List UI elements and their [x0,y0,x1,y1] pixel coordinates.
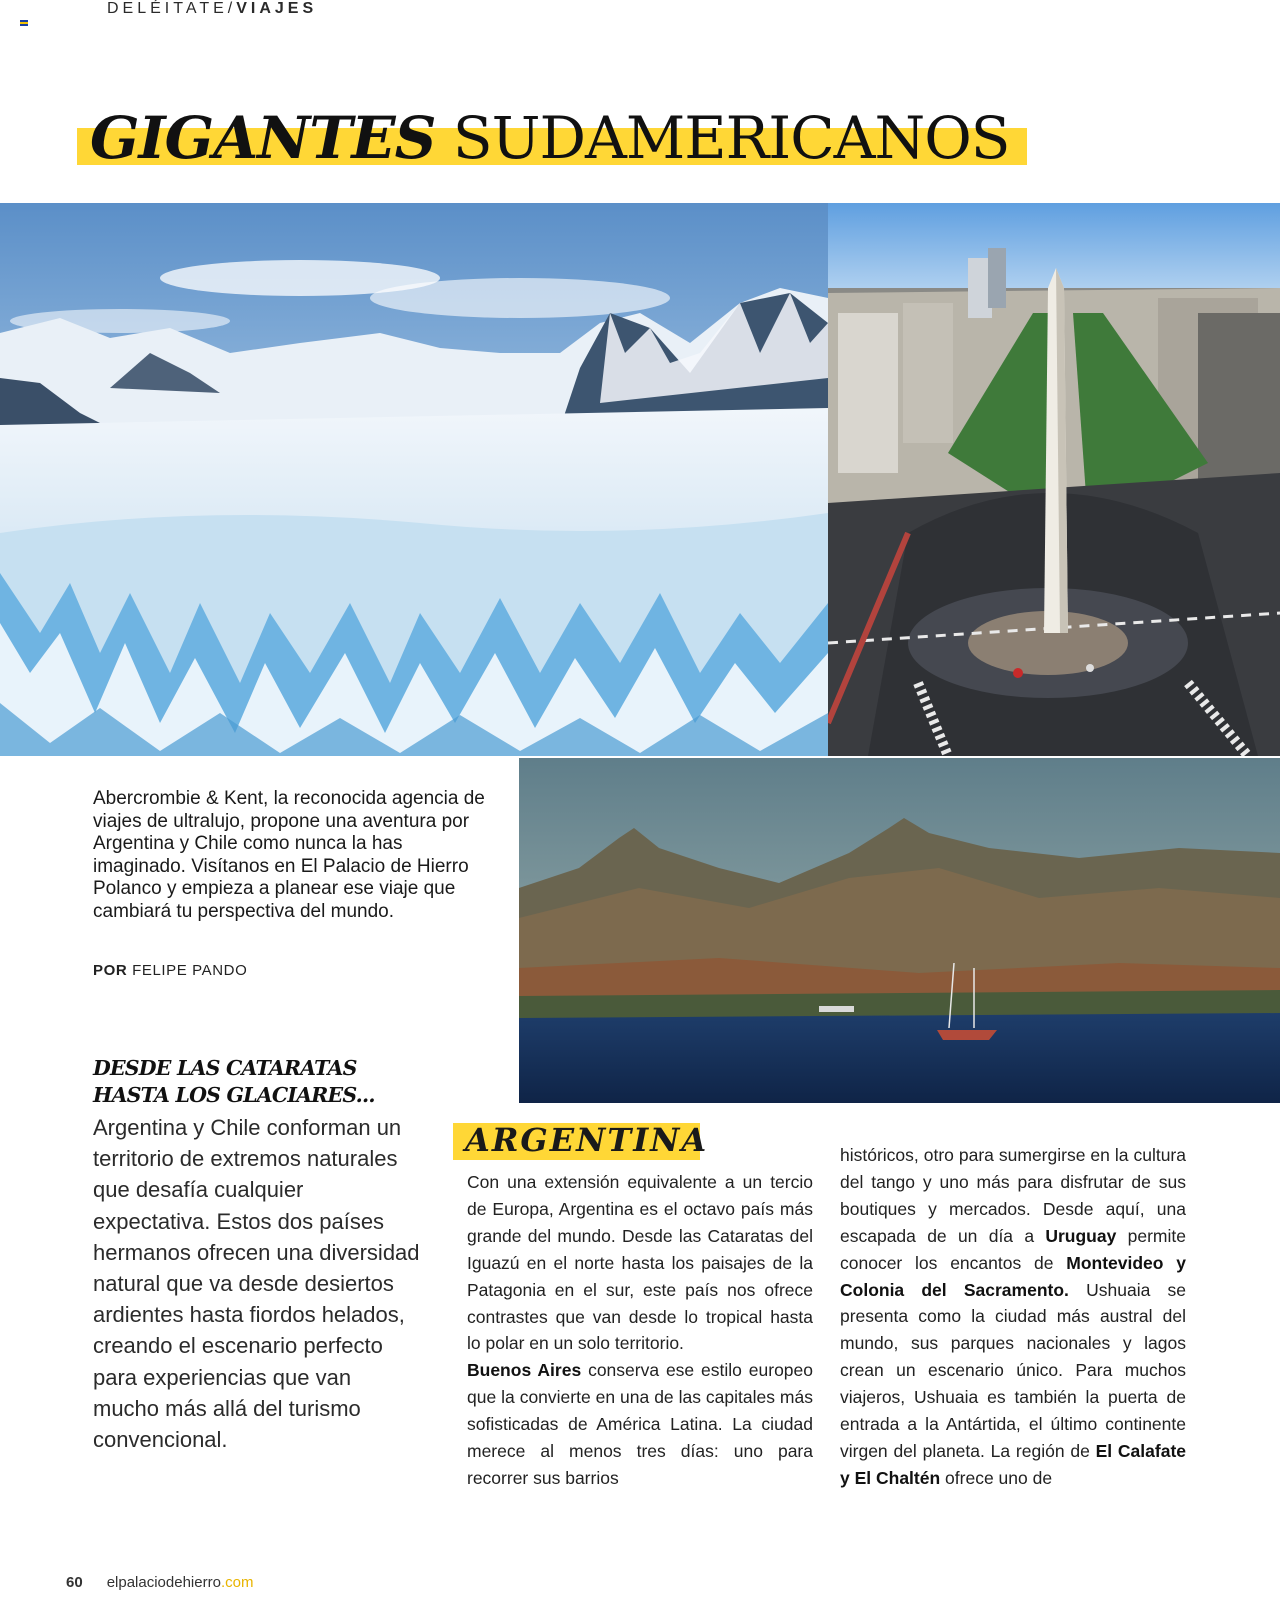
byline [93,962,247,979]
page-title [90,104,1010,172]
col2-text-e: Ushuaia se presenta como la ciudad más austral del mundo, sus parques nacionales y lagos crean un escenario único. Para muchos viajeros, Ushuaia es también la puerta de entrada a la Antártida, el último continente virgen del planeta. La región de [840,1279,1186,1461]
kicker-line1: DESDE LAS CATARATAS [93,1056,357,1080]
title-rest: SUDAMERICANOS [435,104,1010,172]
kicker-line2: HASTA LOS GLACIARES... [93,1083,375,1107]
intro-paragraph: Argentina y Chile conforman un territorio de extremos naturales que desafía cualquier expectativa. Estos dos países hermanos ofrecen una diversidad natural que va desde desiertos ardientes hasta fiordos helados, creando el escenario perfecto para experiencias que van mucho más allá del turismo convencional. [93,1115,420,1453]
glacier-photo [0,203,828,756]
footer-site: elpalaciodehierro [106,1574,221,1591]
uruguay-bold: Uruguay [1045,1225,1117,1246]
title-italic: GIGANTES [90,104,436,172]
page-footer [66,1574,253,1591]
col2-text-g: ofrece uno de [940,1467,1053,1488]
montevideo-bold: Montevideo y Colonia del Sacramento. [840,1252,1186,1300]
argentina-p1: Con una extensión equivalente a un tercio de Europa, Argentina es el octavo país más grande del mundo. Desde las Cataratas del Iguazú en el norte hasta los paisajes de la Patagonia en el sur, este país nos ofrece contrastes que van desde lo tropical hasta lo polar en un solo territorio. [467,1172,813,1354]
col2-text-a: históricos, otro para sumergirse en la cultura del tango y uno más para disfrutar de sus boutiques y mercados. Desde aquí, una escapada de un día a [840,1145,1186,1246]
col2-text-c: permite conocer los encantos de [840,1225,1186,1273]
lead-paragraph: Abercrombie & Kent, la reconocida agencia de viajes de ultralujo, propone una aventura por Argentina y Chile como nunca la has imaginado. Visítanos en El Palacio de Hierro Polanco y empieza a planear ese viaje que cambiará tu perspectiva del mundo. [93,788,485,922]
calafate-bold: El Calafate y El Chaltén [840,1440,1187,1488]
obelisk-photo [828,203,1280,756]
flag-icon [20,20,28,26]
buenos-aires-bold: Buenos Aires [467,1360,582,1381]
page-number: 60 [66,1574,83,1591]
argentina-column-2 [840,1142,1186,1492]
footer-tld: .com [220,1574,254,1591]
argentina-p2: conserva ese estilo europeo que la convierte en una de las capitales más sofisticadas de América Latina. La ciudad merece al menos tres días: uno para recorrer sus barrios [467,1360,813,1488]
section-header [107,0,317,18]
subsection-label: VIAJES [236,0,318,17]
argentina-heading: ARGENTINA [465,1121,709,1159]
argentina-column-1 [467,1169,813,1492]
section-label: DELÉITATE/ [107,0,237,17]
kicker-heading [93,1055,413,1109]
footer-link[interactable] [107,1574,254,1591]
byline-prefix: POR [93,962,128,979]
lake-mountains-photo [519,758,1280,1103]
byline-author: FELIPE PANDO [132,962,248,979]
